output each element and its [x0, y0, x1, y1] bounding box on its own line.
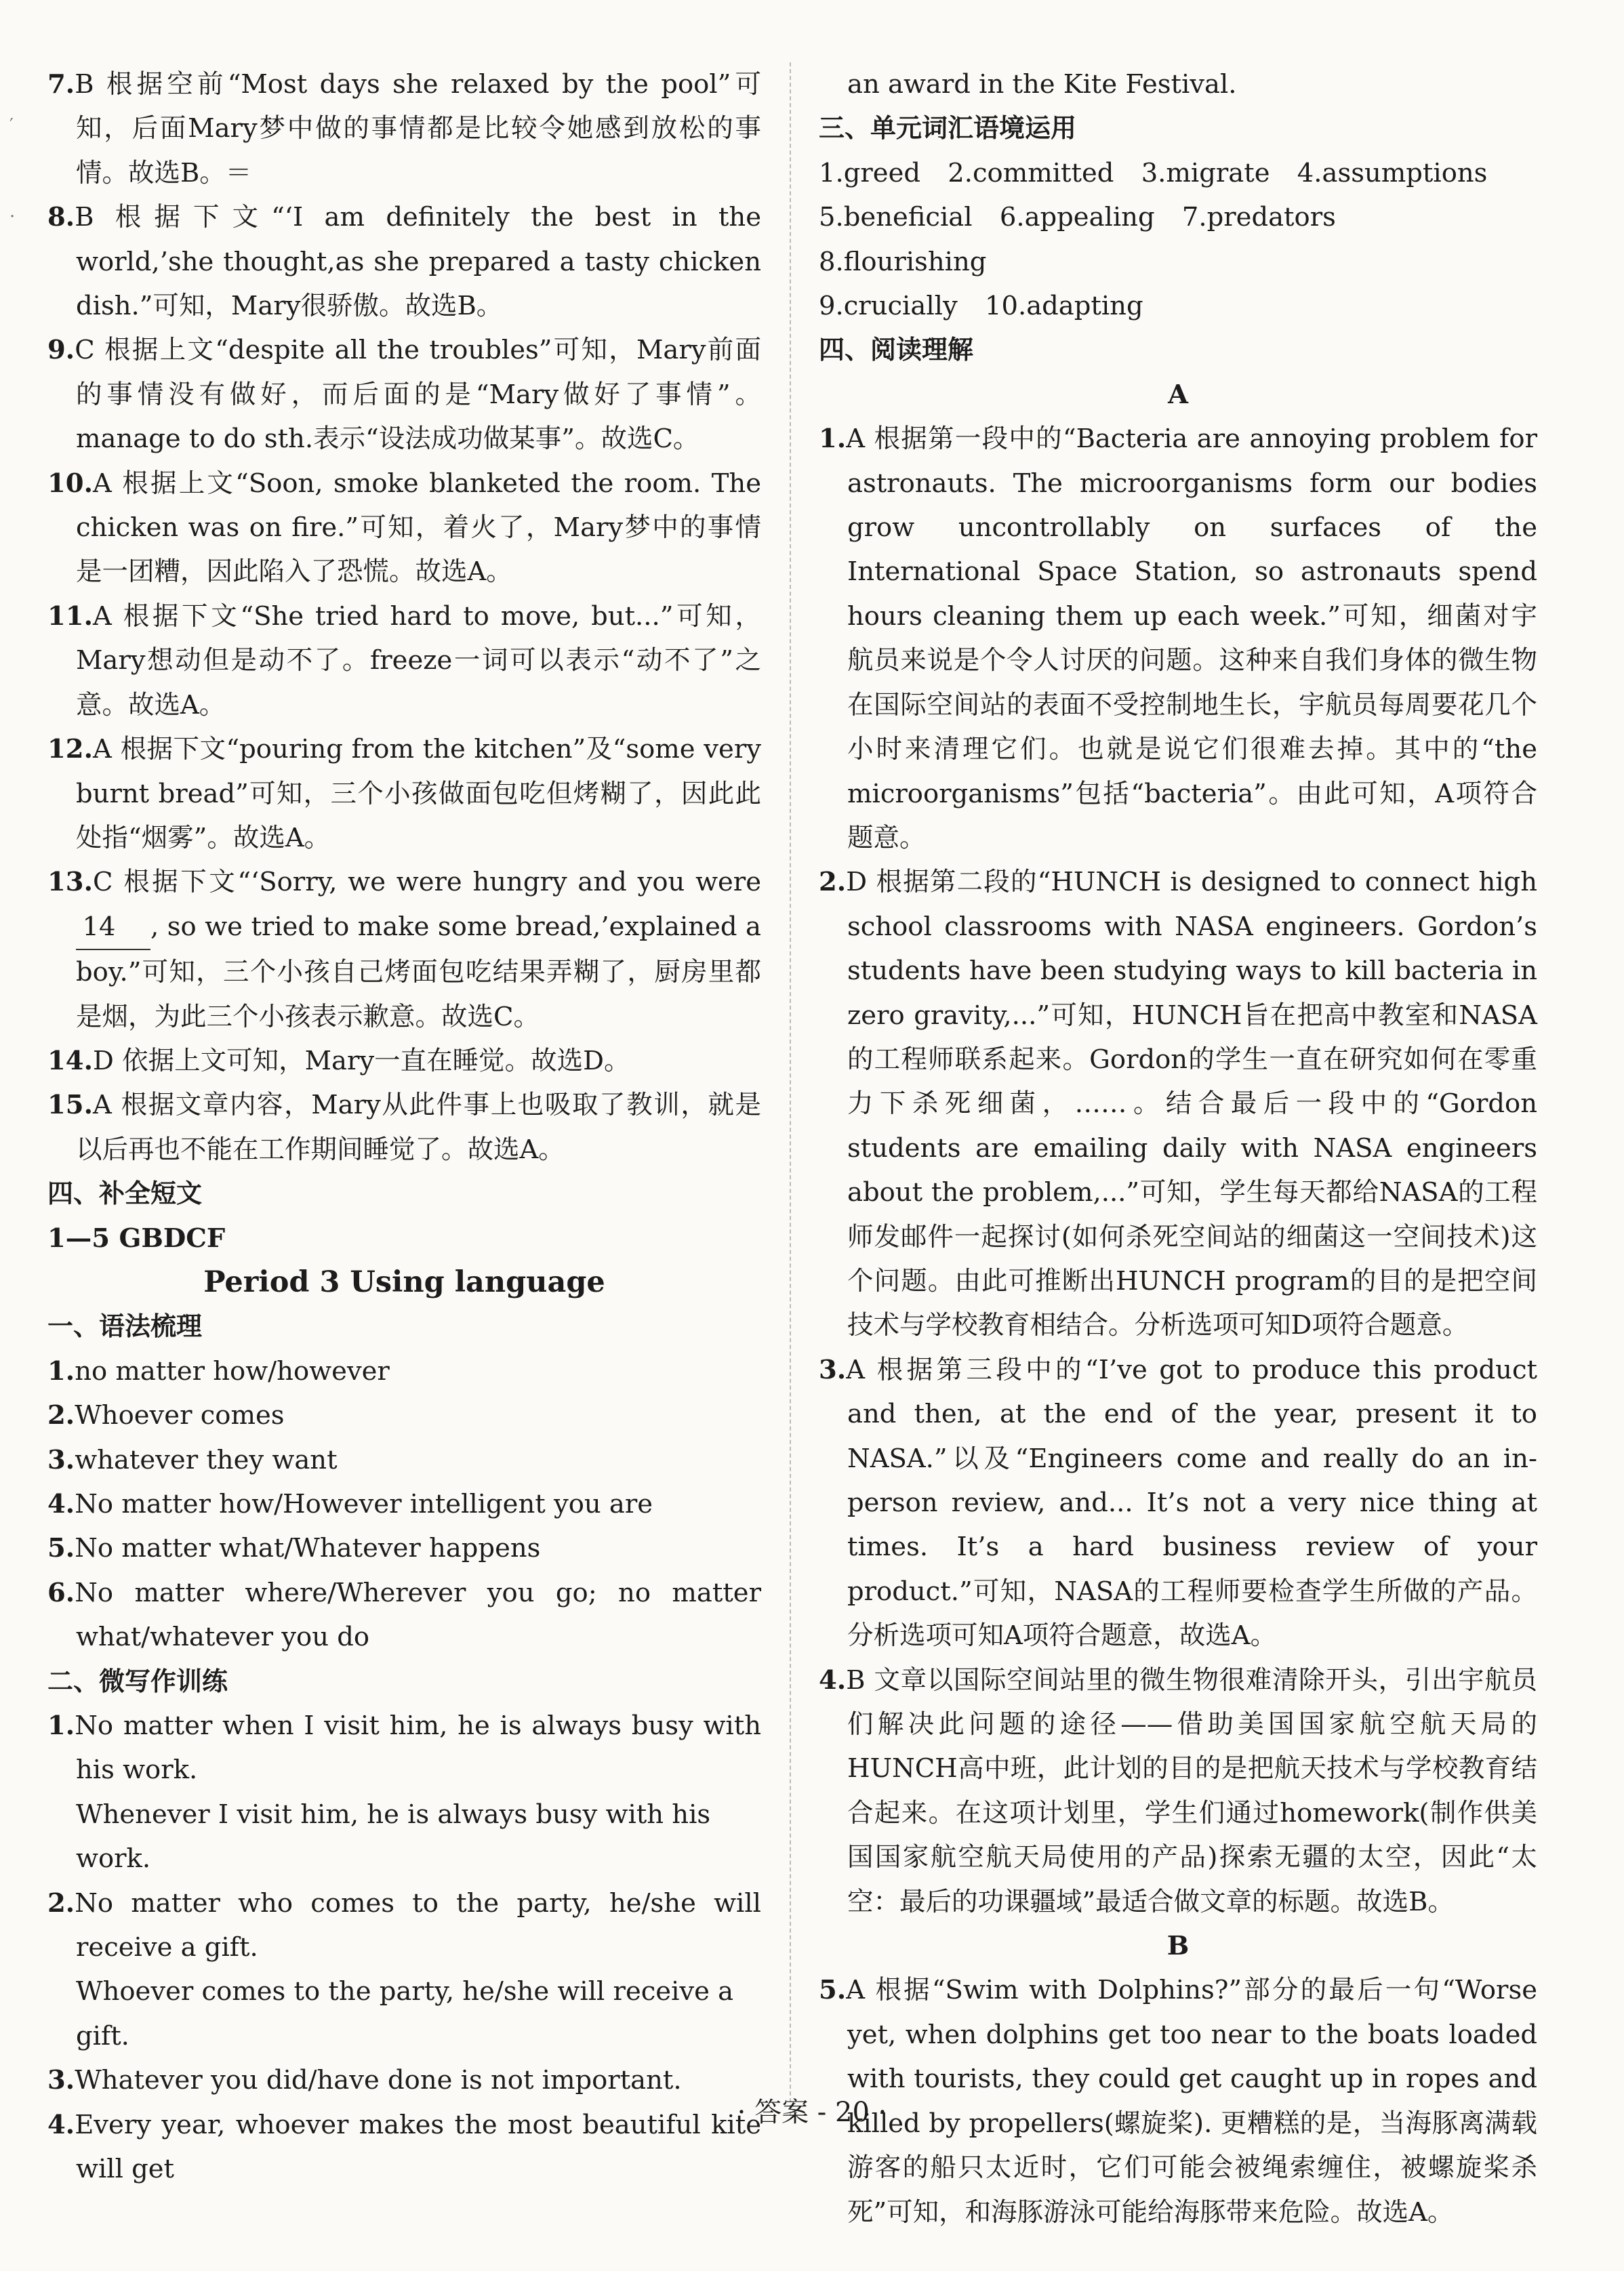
answer-item: 15.A 根据文章内容，Mary从此件事上也吸取了教训，就是以后再也不能在工作期间睡觉了。故选A。	[47, 1090, 761, 1165]
vocab-row: 5.beneficial 6.appealing 7.predators 8.flourishing	[819, 202, 1336, 277]
grammar-item: 3.whatever they want	[47, 1444, 338, 1475]
answer-item: 10.A 根据上文“Soon, smoke blanketed the room. The chicken was on fire.”可知，着火了，Mary梦中的事情是一团糟，因此陷入了恐慌。故选A。	[47, 468, 761, 588]
reading-a-list	[819, 417, 1537, 1924]
answer-item: 9.C 根据上文“despite all the troubles”可知，Mary前面的事情没有做好，而后面的是“Mary做好了事情”。manage to do sth.表示“设法成功做某事”。故选C。	[47, 335, 761, 455]
grammar-item: 4.No matter how/However intelligent you are	[47, 1489, 653, 1519]
part-label: A	[1168, 379, 1188, 410]
section-heading: 四、阅读理解	[819, 335, 974, 365]
column-divider	[790, 62, 791, 2116]
answer-item: 14.D 依据上文可知，Mary一直在睡觉。故选D。	[47, 1045, 630, 1076]
left-column	[47, 62, 761, 2192]
vocab-row: 9.crucially 10.adapting	[819, 291, 1143, 322]
grammar-item: 2.Whoever comes	[47, 1400, 285, 1431]
right-column	[819, 62, 1537, 2234]
margin-mark: ·	[9, 207, 16, 227]
vocab-row: 1.greed 2.committed 3.migrate 4.assumptions	[819, 157, 1488, 188]
grammar-item: 1.no matter how/however	[47, 1355, 390, 1387]
vocab-list	[819, 151, 1537, 329]
part-label: B	[1166, 1931, 1190, 1962]
answer-item: 7.B 根据空前“Most days she relaxed by the pool”可知，后面Mary梦中做的事情都是比较令她感到放松的事情。故选B。＝	[47, 69, 761, 188]
margin-mark: ′	[9, 115, 14, 136]
writing-item: 1.No matter when I visit him, he is always busy with his work.	[47, 1711, 761, 1786]
answer-item: 11.A 根据下文“She tried hard to move, but...”可知，Mary想动但是动不了。freeze一词可以表示“动不了”之意。故选A。	[47, 600, 761, 720]
writing-item: 2.No matter who comes to the party, he/she will receive a gift.	[47, 1887, 761, 1963]
answer-item: 8.B 根据下文“‘I am definitely the best in the world,’she thought,as she prepared a tasty chicken dish.”可知，Mary很骄傲。故选B。	[47, 202, 761, 322]
cloze-answer: 1—5 GBDCF	[47, 1223, 226, 1254]
section-heading: 三、单元词汇语境运用	[819, 113, 1077, 144]
reading-item: 3.A 根据第三段中的“I’ve got to produce this product and then, at the end of the year, present it to NASA.”以及“Engineers come and really do an in-person review, and... It’s not a very nice thing at times. It’s a hard business review of your product.”可知，NASA的工程师要检查学生所做的产品。分析选项可知A项符合题意，故选A。	[819, 1354, 1537, 1652]
section-heading: 四、补全短文	[47, 1179, 203, 1209]
reading-item: 1.A 根据第一段中的“Bacteria are annoying problem for astronauts. The microorganisms form our bodies grow uncontrollably on surfaces of the International Space Station, so astronauts spend hours cleaning them up each week.”可知，细菌对宇航员来说是个令人讨厌的问题。这种来自我们身体的微生物在国际空间站的表面不受控制地生长，宇航员每周要花几个小时来清理它们。也就是说它们很难去掉。其中的“the microorganisms”包括“bacteria”。由此可知，A项符合题意。	[819, 424, 1537, 853]
reading-item: 5.A 根据“Swim with Dolphins?”部分的最后一句“Worse yet, when dolphins get too near to the boats loaded with tourists, they could get caught up in ropes and killed by propellers(螺旋桨). 更糟糕的是，当海豚离满载游客的船只太近时，它们可能会被绳索缠住，被螺旋桨杀死”可知，和海豚游泳可能给海豚带来危险。故选A。	[819, 1975, 1537, 2228]
writing-item: 3.Whatever you did/have done is not important.	[47, 2065, 682, 2096]
grammar-item: 6.No matter where/Wherever you go; no matter what/whatever you do	[47, 1577, 761, 1653]
writing-alt: Whenever I visit him, he is always busy with his work.	[76, 1799, 711, 1875]
writing-item: 4.Every year, whoever makes the most beautiful kite will get	[47, 2109, 761, 2185]
page-number: · 答案 - 20 ·	[737, 2097, 887, 2128]
period-title: Period 3 Using language	[203, 1265, 605, 1299]
cloze-answers-list	[47, 62, 761, 1172]
reading-item: 2.D 根据第二段的“HUNCH is designed to connect high school classrooms with NASA engineers. Gordon’s students have been studying ways to kill bacteria in zero gravity,...”可知，HUNCH旨在把高中教室和NASA的工程师联系起来。Gordon的学生一直在研究如何在零重力下杀死细菌，……。结合最后一段中的“Gordon students are emailing daily with NASA engineers about the problem,...”可知，学生每天都给NASA的工程师发邮件一起探讨(如何杀死空间站的细菌这一空间技术)这个问题。由此可推断出HUNCH program的目的是把空间技术与学校教育相结合。分析选项可知D项符合题意。	[819, 867, 1537, 1341]
section-heading: 一、语法梳理	[47, 1311, 203, 1342]
reading-item: 4.B 文章以国际空间站里的微生物很难清除开头，引出宇航员们解决此问题的途径——借助美国国家航空航天局的HUNCH高中班，此计划的目的是把航天技术与学校教育结合起来。在这项计划里，学生们通过homework(制作供美国国家航空航天局使用的产品)探索无疆的太空，因此“太空：最后的功课疆域”最适合做文章的标题。故选B。	[819, 1664, 1537, 1917]
continued-text: an award in the Kite Festival.	[847, 69, 1237, 100]
grammar-list	[47, 1349, 761, 1660]
answer-item: 12.A 根据下文“pouring from the kitchen”及“some very burnt bread”可知，三个小孩做面包吃但烤糊了，因此此处指“烟雾”。故选A。	[47, 734, 761, 853]
grammar-item: 5.No matter what/Whatever happens	[47, 1533, 541, 1564]
section-heading: 二、微写作训练	[47, 1666, 228, 1696]
blank-line: 14	[76, 905, 150, 950]
answer-item: 13.C 根据下文“‘Sorry, we were hungry and you were 14 , so we tried to make some bread,’explained a boy.”可知，三个小孩自己烤面包吃结果弄糊了，厨房里都是烟，为此三个小孩表示歉意。故选C。	[47, 867, 761, 1032]
writing-alt: Whoever comes to the party, he/she will receive a gift.	[76, 1976, 734, 2051]
